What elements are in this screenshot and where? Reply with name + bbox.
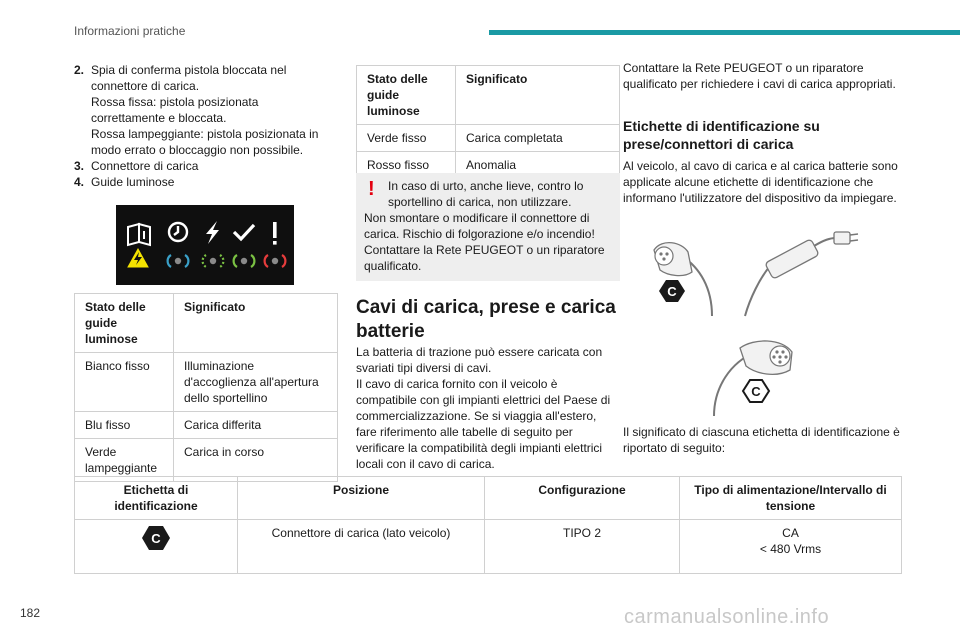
subsection-heading: Etichette di identificazione su prese/connettori di carica	[623, 118, 820, 152]
charging-cable-illustration	[640, 228, 862, 318]
green-blinking-light-indicator	[203, 255, 224, 267]
body-paragraph: Contattare la Rete PEUGEOT o un riparatore qualificato per richiedere i cavi di carica appropriati.	[623, 61, 896, 91]
light-status-table-2	[356, 65, 620, 179]
table-header-row	[75, 477, 902, 520]
lightning-icon	[206, 221, 219, 244]
exclamation-icon	[273, 222, 277, 245]
table-header-row	[357, 66, 620, 125]
warning-box	[356, 173, 620, 281]
table-header-cell: Significato	[456, 66, 620, 125]
identification-labels-table	[74, 476, 902, 574]
table-cell: Rosso fisso	[357, 152, 456, 179]
vehicle-socket-illustration	[700, 338, 810, 418]
list-item	[74, 174, 334, 190]
list-number: 2.	[74, 63, 85, 77]
table-cell: CA < 480 Vrms	[680, 520, 902, 574]
table-row	[75, 353, 338, 412]
check-icon	[234, 225, 254, 239]
table-row	[75, 520, 902, 574]
label-c-badge	[743, 380, 769, 402]
page-number: 182	[20, 606, 41, 620]
table-header-cell: Posizione	[238, 477, 485, 520]
warning-text: Contattare la Rete PEUGEOT o un riparatore qualificato.	[364, 243, 605, 273]
table-cell: Bianco fisso	[75, 353, 174, 412]
table-header-cell: Stato delle guide luminose	[357, 66, 456, 125]
body-paragraph: La batteria di trazione può essere caricata con svariati tipi diversi di cavi. Il cavo di carica fornito con il veicolo è compatibile con gli impianti elettrici del Paese di commercializzazione. Se si viaggia all'estero, fare riferimento alle tabelle di seguito per verificare la compatibilità degli impianti elettrici locali con il cavo di carica.	[356, 345, 611, 471]
warning-text: Non smontare o modificare il connettore di carica. Rischio di folgorazione e/o incendio!	[364, 211, 595, 241]
warning-exclamation-icon: !	[368, 178, 375, 200]
clock-icon	[169, 223, 187, 241]
table-row	[357, 125, 620, 152]
table-cell: Verde lampeggiante	[75, 439, 174, 482]
cable-plug-icon	[654, 243, 712, 316]
list-text: Connettore di carica	[91, 159, 199, 173]
numbered-list	[74, 62, 334, 190]
table-cell	[75, 520, 238, 574]
charging-lights-panel	[116, 205, 294, 285]
table-cell: Carica differita	[174, 412, 338, 439]
red-light-indicator	[265, 255, 286, 267]
blue-light-indicator	[168, 255, 189, 267]
table-header-cell: Etichetta di identificazione	[75, 477, 238, 520]
table-row	[75, 412, 338, 439]
table-cell: Illuminazione d'accoglienza all'apertura dello sportellino	[174, 353, 338, 412]
table-header-cell: Configurazione	[485, 477, 680, 520]
svg-text:C: C	[751, 384, 761, 399]
table-header-cell: Tipo di alimentazione/Intervallo di tensione	[680, 477, 902, 520]
table-header-cell: Significato	[174, 294, 338, 353]
list-number: 3.	[74, 159, 85, 173]
svg-text:C: C	[667, 284, 677, 299]
table-header-cell: Stato delle guide luminose	[75, 294, 174, 353]
list-text: Guide luminose	[91, 175, 175, 189]
table-cell: Connettore di carica (lato veicolo)	[238, 520, 485, 574]
table-cell: Anomalia	[456, 152, 620, 179]
svg-text:C: C	[151, 531, 161, 546]
green-light-indicator	[234, 255, 255, 267]
header-accent-bar	[489, 30, 960, 35]
manual-book-icon	[128, 224, 150, 245]
table-cell: Blu fisso	[75, 412, 174, 439]
watermark: carmanualsonline.info	[624, 606, 830, 628]
light-status-table-1	[74, 293, 338, 482]
warning-text: In caso di urto, anche lieve, contro lo sportellino di carica, non utilizzare.	[388, 179, 584, 209]
connector-icon	[714, 341, 792, 416]
table-cell: TIPO 2	[485, 520, 680, 574]
section-heading: Cavi di carica, prese e carica batterie	[356, 297, 616, 342]
label-c-badge	[659, 280, 685, 302]
table-cell: Verde fisso	[357, 125, 456, 152]
body-paragraph: Al veicolo, al cavo di carica e al carica batterie sono applicate alcune etichette di identificazione che informano l'utilizzatore del dispositivo da impiegare.	[623, 159, 898, 205]
high-voltage-warning-icon	[128, 249, 148, 267]
label-c-badge	[141, 525, 171, 551]
section-name: Informazioni pratiche	[74, 24, 186, 38]
list-item	[74, 62, 334, 158]
table-cell: Carica completata	[456, 125, 620, 152]
table-cell: Carica in corso	[174, 439, 338, 482]
list-item	[74, 158, 334, 174]
body-paragraph: Il significato di ciascuna etichetta di identificazione è riportato di seguito:	[623, 425, 900, 455]
list-number: 4.	[74, 175, 85, 189]
list-text: Spia di conferma pistola bloccata nel connettore di carica. Rossa fissa: pistola posizionata correttamente e bloccata. Rossa lampeggiante: pistola posizionata in modo errato o bloccaggio non possibile.	[91, 63, 319, 157]
table-header-row	[75, 294, 338, 353]
charging-control-box-icon	[745, 232, 858, 316]
